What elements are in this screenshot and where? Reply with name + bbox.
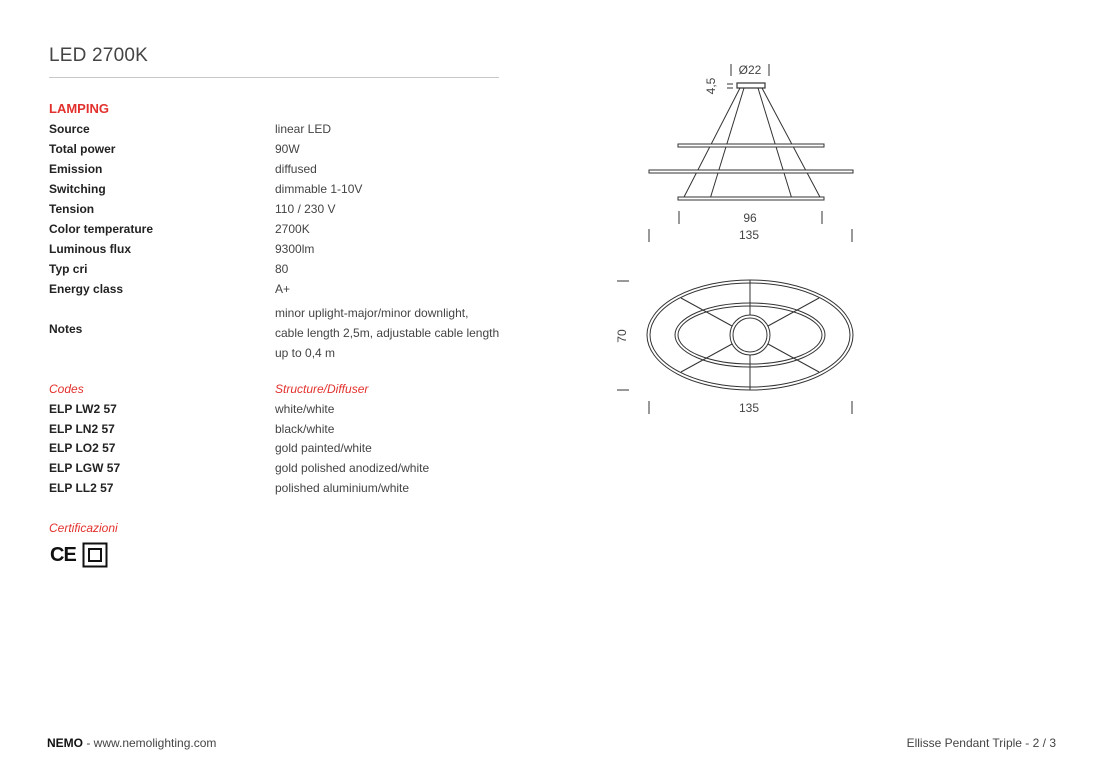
product-code: ELP LN2 57: [49, 422, 115, 436]
code-row: [49, 481, 509, 499]
notes-key: Notes: [49, 322, 83, 336]
spec-value: linear LED: [275, 122, 332, 136]
spec-key: Typ cri: [49, 262, 88, 276]
depth-label: 70: [615, 329, 629, 343]
code-row: [49, 422, 509, 440]
spec-value: diffused: [275, 162, 317, 176]
spec-key: Switching: [49, 182, 106, 196]
canopy: [737, 83, 765, 88]
footer-page-label: Ellisse Pendant Triple - 2 / 3: [906, 736, 1056, 750]
notes-value: [275, 303, 515, 363]
spec-value: dimmable 1-10V: [275, 182, 363, 196]
notes-line: up to 0,4 m: [275, 346, 336, 360]
product-code: ELP LL2 57: [49, 481, 114, 495]
spec-row-source: [49, 122, 509, 140]
spec-row-switching: [49, 182, 509, 200]
code-row: [49, 402, 509, 420]
website-text: - www.nemolighting.com: [83, 736, 217, 750]
structure-diffuser-label: Structure/Diffuser: [275, 382, 369, 396]
brand-name: NEMO: [47, 736, 83, 750]
spec-value: 2700K: [275, 222, 310, 236]
certifications-label: Certificazioni: [49, 521, 118, 535]
ring-bottom: [678, 197, 824, 200]
spoke: [768, 298, 819, 326]
spoke: [681, 344, 732, 372]
product-finish: gold painted/white: [275, 441, 372, 455]
notes-line: minor uplight-major/minor downlight,: [275, 306, 469, 320]
class-ii-double-square-icon: [82, 542, 108, 568]
certification-icons: [50, 542, 108, 568]
product-finish: gold polished anodized/white: [275, 461, 430, 475]
outer-width-side-label: 135: [738, 228, 760, 242]
product-code: ELP LW2 57: [49, 402, 117, 416]
product-code: ELP LO2 57: [49, 441, 116, 455]
footer-brand: [47, 736, 216, 750]
product-code: ELP LGW 57: [49, 461, 121, 475]
technical-drawing: [600, 55, 880, 425]
ring-small: [678, 144, 824, 147]
lamping-section-title: LAMPING: [49, 101, 109, 116]
code-row: [49, 441, 509, 459]
codes-label: Codes: [49, 382, 84, 396]
spec-key: Luminous flux: [49, 242, 131, 256]
ce-mark-icon: CE: [50, 543, 76, 566]
ring-large: [649, 170, 853, 173]
spec-row-color-temperature: [49, 222, 509, 240]
code-row: [49, 461, 509, 479]
spec-value: A+: [275, 282, 291, 296]
notes-line: cable length 2,5m, adjustable cable length: [275, 326, 500, 340]
page-title: LED 2700K: [49, 45, 148, 66]
title-divider: [49, 77, 499, 78]
product-finish: polished aluminium/white: [275, 481, 410, 495]
canopy-outline: [730, 315, 770, 355]
spec-row-emission: [49, 162, 509, 180]
top-view: [617, 280, 853, 414]
spec-key: Total power: [49, 142, 116, 156]
spec-row-energy-class: [49, 282, 509, 300]
canopy-diameter-label: Ø22: [738, 63, 762, 77]
canopy-outline: [733, 318, 767, 352]
spec-key: Color temperature: [49, 222, 154, 236]
spec-value: 110 / 230 V: [275, 202, 336, 216]
spec-key: Emission: [49, 162, 103, 176]
spoke: [768, 344, 819, 372]
spec-key: Energy class: [49, 282, 124, 296]
outer-width-top-label: 135: [738, 401, 760, 415]
spec-row-typ-cri: [49, 262, 509, 280]
product-finish: black/white: [275, 422, 335, 436]
spec-row-luminous-flux: [49, 242, 509, 260]
spec-key: Source: [49, 122, 90, 136]
spec-value: 80: [275, 262, 289, 276]
spec-key: Tension: [49, 202, 95, 216]
product-finish: white/white: [275, 402, 335, 416]
canopy-height-label: 4,5: [704, 77, 718, 95]
spec-value: 9300lm: [275, 242, 315, 256]
spoke: [681, 298, 732, 326]
spec-row-total-power: [49, 142, 509, 160]
spec-row-tension: [49, 202, 509, 220]
spec-value: 90W: [275, 142, 300, 156]
inner-width-label: 96: [743, 211, 757, 225]
